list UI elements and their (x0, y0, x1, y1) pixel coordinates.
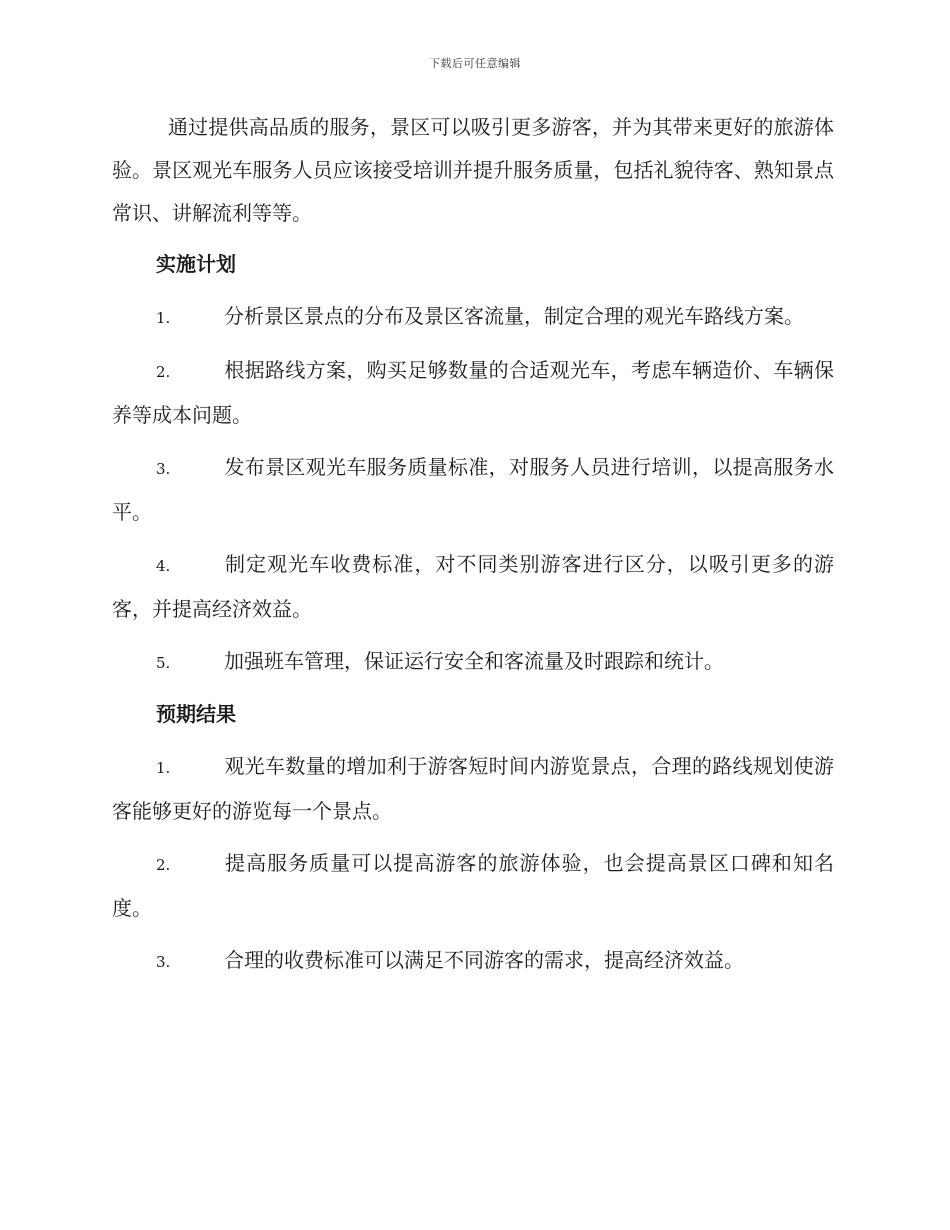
list-item-number: 3. (156, 460, 171, 478)
section-heading-plan: 实施计划 (156, 252, 236, 276)
list-item-number: 1. (156, 309, 171, 327)
list-item-text: 提高服务质量可以提高游客的旅游体验，也会提高景区口碑和知名度。 (112, 851, 834, 920)
list-item (112, 446, 834, 534)
list-item (112, 745, 834, 833)
list-item (112, 349, 834, 437)
list-item (112, 295, 834, 340)
list-item-number: 1. (156, 759, 171, 777)
list-item (112, 939, 834, 984)
list-item-number: 5. (156, 654, 171, 672)
list-item-text: 分析景区景点的分布及景区客流量，制定合理的观光车路线方案。 (224, 304, 804, 328)
list-item (112, 640, 834, 685)
intro-paragraph: 通过提供高品质的服务，景区可以吸引更多游客，并为其带来更好的旅游体验。景区观光车服务人员应该接受培训并提升服务质量，包括礼貌待客、熟知景点常识、讲解流利等等。 (112, 115, 834, 225)
list-item-text: 制定观光车收费标准，对不同类别游客进行区分，以吸引更多的游客，并提高经济效益。 (112, 552, 834, 621)
list-item-text: 发布景区观光车服务质量标准，对服务人员进行培训，以提高服务水平。 (112, 455, 834, 524)
list-item-number: 2. (156, 363, 171, 381)
plan-list (112, 295, 834, 685)
list-item-text: 加强班车管理，保证运行安全和客流量及时跟踪和统计。 (224, 649, 724, 673)
list-item (112, 842, 834, 930)
list-item-text: 观光车数量的增加利于游客短时间内游览景点，合理的路线规划使游客能够更好的游览每一个景点。 (112, 754, 834, 823)
document-body (112, 106, 834, 984)
list-item-text: 合理的收费标准可以满足不同游客的需求，提高经济效益。 (224, 948, 744, 972)
list-item (112, 543, 834, 631)
list-item-number: 3. (156, 953, 171, 971)
list-item-number: 2. (156, 856, 171, 874)
page-header: 下载后可任意编辑 (429, 57, 521, 70)
list-item-number: 4. (156, 557, 171, 575)
list-item-text: 根据路线方案，购买足够数量的合适观光车，考虑车辆造价、车辆保养等成本问题。 (112, 358, 834, 427)
results-list (112, 745, 834, 984)
section-heading-results: 预期结果 (156, 702, 236, 726)
